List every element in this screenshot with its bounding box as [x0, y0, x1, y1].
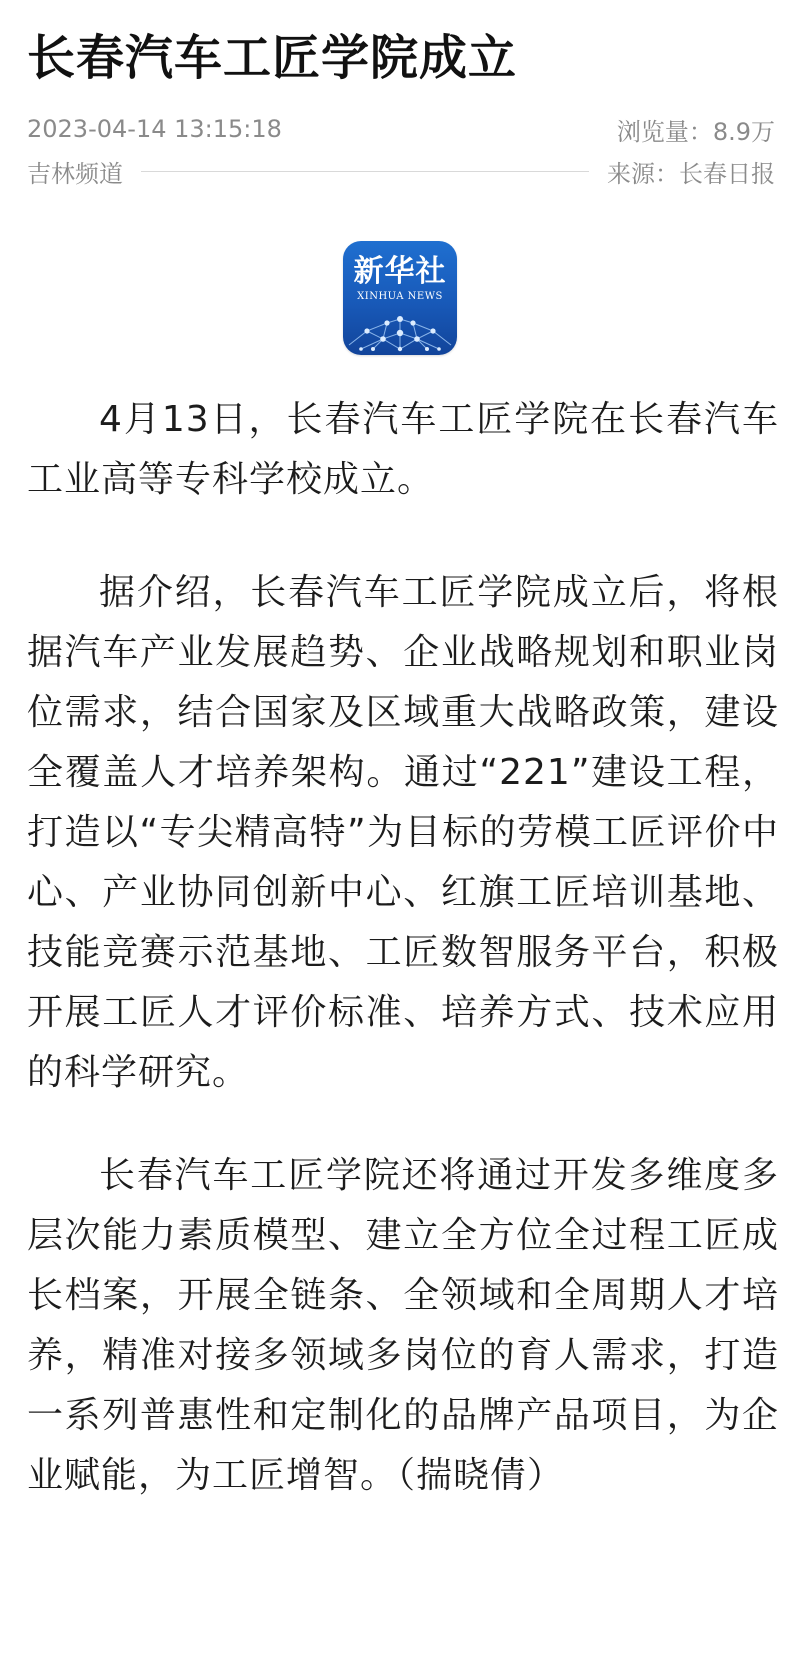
article-source: 来源：长春日报 — [607, 159, 775, 188]
article-meta-secondary — [27, 154, 775, 188]
xinhua-logo — [343, 241, 457, 355]
channel-link[interactable]: 吉林频道 — [27, 159, 123, 188]
logo-name: 新华社 — [353, 254, 447, 289]
article-title: 长春汽车工匠学院成立 — [27, 30, 518, 86]
article-paragraph-2: 据介绍，长春汽车工匠学院成立后，将根据汽车产业发展趋势、企业战略规划和职业岗位需求，结合国家及区域重大战略政策，建设全覆盖人才培养架构。通过“221”建设工程，打造以“专尖精高特”为目标的劳模工匠评价中心、产业协同创新中心、红旗工匠培训基地、技能竞赛示范基地、工匠数智服务平台，积极开展工匠人才评价标准、培养方式、技术应用的科学研究。 — [27, 572, 779, 1093]
xinhua-network-icon — [343, 303, 457, 355]
logo-subtitle: XINHUA NEWS — [357, 291, 443, 302]
article-paragraph-1: 4月13日，长春汽车工匠学院在长春汽车工业高等专科学校成立。 — [27, 399, 779, 500]
article-meta-primary — [27, 112, 775, 146]
meta-divider — [141, 171, 589, 172]
view-count: 浏览量：8.9万 — [616, 117, 775, 146]
article-paragraph-3: 长春汽车工匠学院还将通过开发多维度多层次能力素质模型、建立全方位全过程工匠成长档案，开展全链条、全领域和全周期人才培养，精准对接多领域多岗位的育人需求，打造一系列普惠性和定制化的品牌产品项目，为企业赋能，为工匠增智。（揣晓倩） — [27, 1155, 779, 1496]
publish-timestamp: 2023-04-14 13:15:18 — [27, 115, 282, 143]
